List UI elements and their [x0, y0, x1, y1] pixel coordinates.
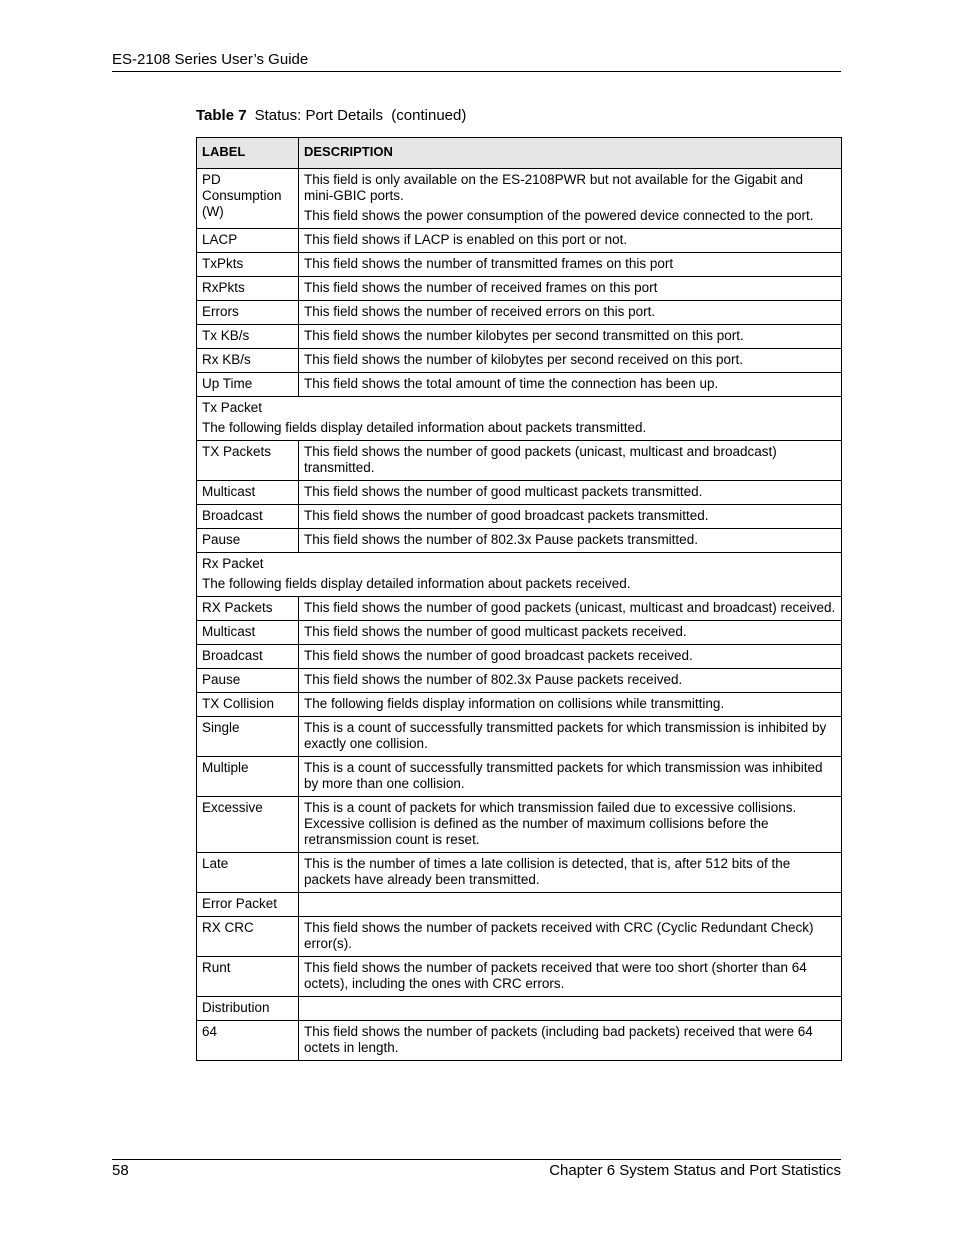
- label-column-header: LABEL: [197, 138, 299, 169]
- table-caption-label: Table 7: [196, 107, 247, 124]
- description-cell: [299, 917, 842, 957]
- description-cell: [299, 645, 842, 669]
- label-cell: RX CRC: [197, 917, 299, 957]
- label-cell: Broadcast: [197, 645, 299, 669]
- section-cell: [197, 397, 842, 441]
- table-row: [197, 277, 842, 301]
- description-cell: [299, 1021, 842, 1061]
- table-row: [197, 505, 842, 529]
- description-text: This field shows the number of good packets (unicast, multicast and broadcast) received.: [304, 600, 836, 615]
- label-cell: Multicast: [197, 481, 299, 505]
- description-text: This is the number of times a late collision is detected, that is, after 512 bits of the packets have already been transmitted.: [304, 856, 791, 887]
- label-cell: LACP: [197, 229, 299, 253]
- description-text: The following fields display information on collisions while transmitting.: [304, 696, 725, 711]
- header-rule: [112, 71, 841, 72]
- description-cell: [299, 253, 842, 277]
- description-cell: [299, 481, 842, 505]
- label-cell: TxPkts: [197, 253, 299, 277]
- label-cell: RxPkts: [197, 277, 299, 301]
- section-note: The following fields display detailed information about packets transmitted.: [202, 420, 647, 435]
- running-header: ES-2108 Series User’s Guide: [112, 51, 309, 68]
- section-title: Tx Packet: [202, 400, 263, 415]
- section-row: [197, 553, 842, 597]
- description-text: This field shows the number of good broadcast packets received.: [304, 648, 693, 663]
- description-column-header: DESCRIPTION: [299, 138, 842, 169]
- description-cell: [299, 853, 842, 893]
- table-row: [197, 693, 842, 717]
- description-text: This field shows the number of packets received that were too short (shorter than 64 octets), including the ones with CRC errors.: [304, 960, 807, 991]
- label-cell: Late: [197, 853, 299, 893]
- description-cell: [299, 997, 842, 1021]
- footer-rule: [112, 1159, 841, 1160]
- table-row: [197, 301, 842, 325]
- table-caption-text: Status: Port Details (continued): [254, 107, 467, 124]
- table-row: [197, 757, 842, 797]
- table-row: [197, 349, 842, 373]
- description-cell: [299, 277, 842, 301]
- description-cell: [299, 301, 842, 325]
- description-cell: [299, 693, 842, 717]
- label-cell: Multicast: [197, 621, 299, 645]
- label-cell: Pause: [197, 669, 299, 693]
- section-title: Rx Packet: [202, 556, 264, 571]
- section-cell: [197, 553, 842, 597]
- description-text: This field shows the number of good multicast packets received.: [304, 624, 687, 639]
- description-cell: [299, 957, 842, 997]
- description-text: This is a count of packets for which transmission failed due to excessive collisions. Excessive collision is defined as the number of maximum collisions before the retransmission count is reset.: [304, 800, 797, 847]
- label-cell: Error Packet: [197, 893, 299, 917]
- table-row: [197, 1021, 842, 1061]
- description-text: This field shows the number of good packets (unicast, multicast and broadcast) transmitted.: [304, 444, 777, 475]
- table-row: [197, 481, 842, 505]
- description-text: This is a count of successfully transmitted packets for which transmission was inhibited by more than one collision.: [304, 760, 823, 791]
- description-text: This field shows the number of 802.3x Pause packets transmitted.: [304, 532, 698, 547]
- description-text: This field shows the number of transmitted frames on this port: [304, 256, 674, 271]
- section-note: The following fields display detailed information about packets received.: [202, 576, 631, 591]
- description-cell: [299, 597, 842, 621]
- label-cell: Tx KB/s: [197, 325, 299, 349]
- table-row: [197, 325, 842, 349]
- table-row: [197, 717, 842, 757]
- description-text: This is a count of successfully transmitted packets for which transmission is inhibited by exactly one collision.: [304, 720, 827, 751]
- description-cell: [299, 169, 842, 229]
- description-cell: [299, 669, 842, 693]
- port-details-table: [196, 137, 842, 1061]
- description-cell: [299, 349, 842, 373]
- table-row: [197, 853, 842, 893]
- label-cell: Multiple: [197, 757, 299, 797]
- description-cell: [299, 229, 842, 253]
- description-cell: [299, 893, 842, 917]
- description-cell: [299, 441, 842, 481]
- description-cell: [299, 529, 842, 553]
- label-cell: Single: [197, 717, 299, 757]
- table-row: [197, 797, 842, 853]
- table-row: [197, 597, 842, 621]
- label-cell: Excessive: [197, 797, 299, 853]
- description-text: This field shows the number of received errors on this port.: [304, 304, 656, 319]
- description-cell: [299, 621, 842, 645]
- chapter-title: Chapter 6 System Status and Port Statistics: [549, 1162, 841, 1179]
- label-cell: Pause: [197, 529, 299, 553]
- table-row: [197, 669, 842, 693]
- label-cell: RX Packets: [197, 597, 299, 621]
- label-cell: Runt: [197, 957, 299, 997]
- label-cell: 64: [197, 1021, 299, 1061]
- description-cell: [299, 505, 842, 529]
- label-cell: TX Collision: [197, 693, 299, 717]
- label-cell: Distribution: [197, 997, 299, 1021]
- table-row: [197, 621, 842, 645]
- description-cell: [299, 325, 842, 349]
- description-text: This field shows the number kilobytes per second transmitted on this port.: [304, 328, 744, 343]
- description-text: This field shows the power consumption of the powered device connected to the port.: [304, 208, 814, 223]
- label-cell: Errors: [197, 301, 299, 325]
- description-text: This field shows the number of packets received with CRC (Cyclic Redundant Check) error(s).: [304, 920, 814, 951]
- table-row: [197, 229, 842, 253]
- table-row: [197, 645, 842, 669]
- description-cell: [299, 797, 842, 853]
- label-cell: Rx KB/s: [197, 349, 299, 373]
- description-cell: [299, 373, 842, 397]
- label-cell: Up Time: [197, 373, 299, 397]
- description-text: This field shows the number of 802.3x Pause packets received.: [304, 672, 683, 687]
- table-row: [197, 893, 842, 917]
- description-text: This field shows if LACP is enabled on this port or not.: [304, 232, 628, 247]
- label-cell: Broadcast: [197, 505, 299, 529]
- table-row: [197, 917, 842, 957]
- description-text: This field shows the total amount of time the connection has been up.: [304, 376, 719, 391]
- table-row: [197, 441, 842, 481]
- description-text: This field shows the number of kilobytes per second received on this port.: [304, 352, 743, 367]
- description-cell: [299, 717, 842, 757]
- description-text: This field shows the number of packets (including bad packets) received that were 64 octets in length.: [304, 1024, 813, 1055]
- table-header-row: [197, 138, 842, 169]
- table-row: [197, 997, 842, 1021]
- description-text: This field shows the number of received frames on this port: [304, 280, 658, 295]
- label-cell: TX Packets: [197, 441, 299, 481]
- table-row: [197, 253, 842, 277]
- table-row: [197, 529, 842, 553]
- page-number: 58: [112, 1162, 129, 1179]
- table-row: [197, 957, 842, 997]
- label-cell: PD Consumption (W): [197, 169, 299, 229]
- description-cell: [299, 757, 842, 797]
- table-row: [197, 373, 842, 397]
- table-row: [197, 169, 842, 229]
- description-text: This field is only available on the ES-2108PWR but not available for the Gigabit and mini-GBIC ports.: [304, 172, 804, 203]
- section-row: [197, 397, 842, 441]
- table-body: [197, 169, 842, 1061]
- table-caption: [196, 107, 466, 124]
- description-text: This field shows the number of good broadcast packets transmitted.: [304, 508, 709, 523]
- description-text: This field shows the number of good multicast packets transmitted.: [304, 484, 703, 499]
